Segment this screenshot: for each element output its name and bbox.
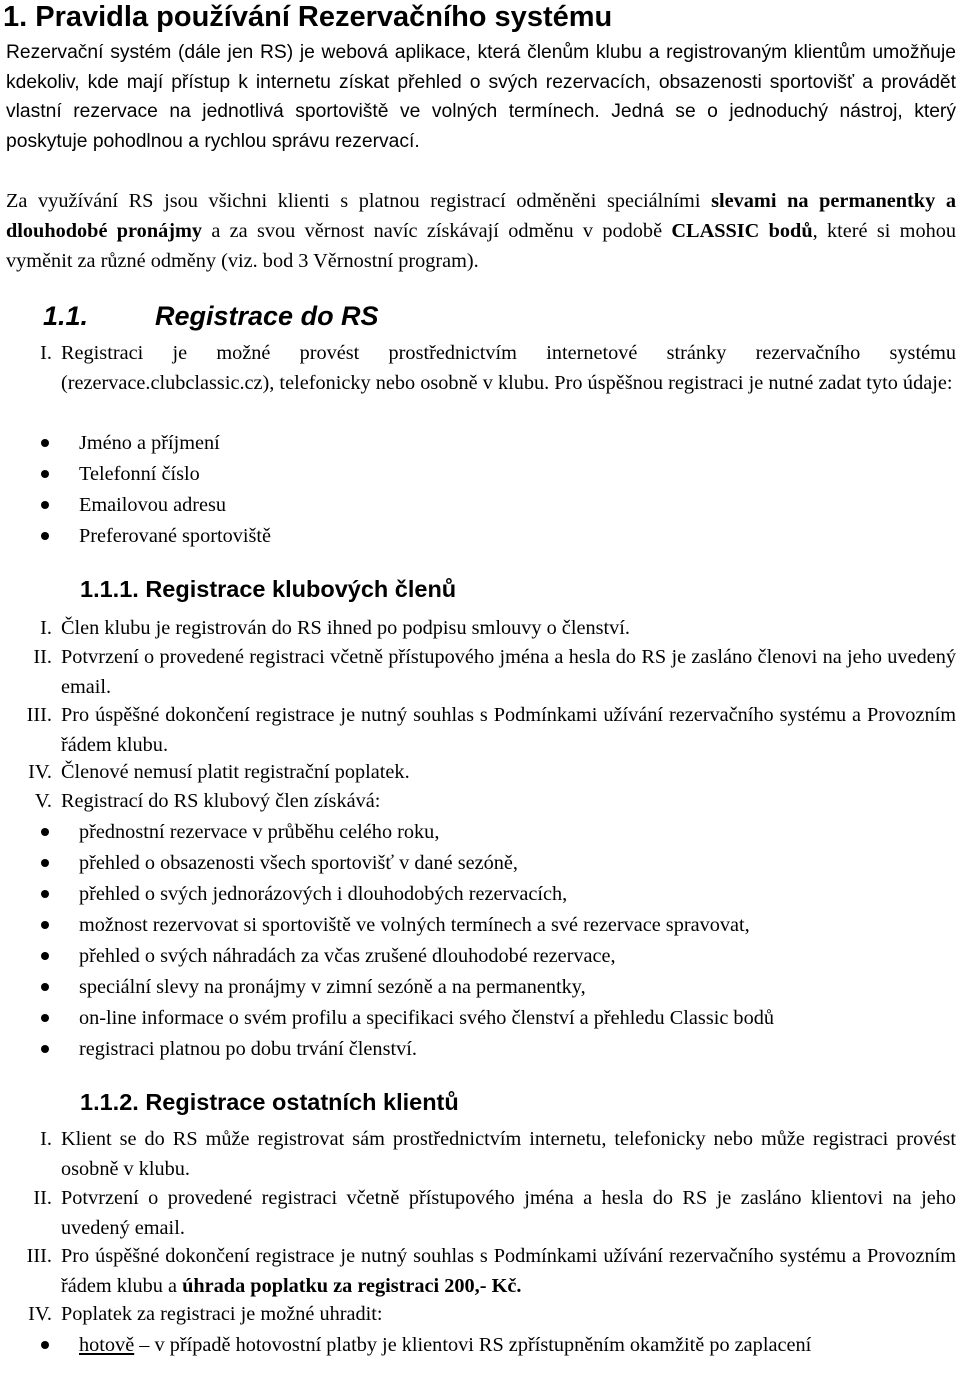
list-item-text: přehled o svých jednorázových i dlouhodobých rezervacích, [79,883,568,905]
bullet-icon [41,439,49,447]
item-text: Členové nemusí platit registrační poplatek. [61,761,410,783]
benefits-bold-2: CLASSIC bodů [671,220,813,242]
benefits-text-3: , které si mohou vyměnit za různé odměny (viz. bod 3 Věrnostní program). [6,220,957,272]
list-item [0,1125,956,1184]
bullet-icon [41,1341,49,1349]
benefits-text-2: a za svou věrnost navíc získávají odměnu v podobě [202,220,672,242]
list-item [0,848,956,879]
list-item [0,910,956,941]
list-item [0,1300,956,1330]
item-text: Klient se do RS může registrovat sám prostřednictvím internetu, telefonicky nebo může registraci provést osobně v klubu. [61,1128,956,1180]
item-number: IV. [28,761,52,783]
bullet-icon [41,470,49,478]
bullet-icon [41,1045,49,1053]
list-item [0,459,956,490]
list-item [0,817,956,848]
list-item [0,758,956,788]
item-number: III. [26,704,52,726]
list-item-text: registraci platnou po dobu trvání členství. [79,1038,417,1060]
section-1-heading: 1. Pravidla používání Rezervačního systému [3,1,613,33]
list-item [0,1184,956,1243]
payment-cash-description: – v případě hotovostní platby je klientovi RS zpřístupněním okamžitě po zaplacení [134,1334,812,1356]
list-item [0,643,956,702]
benefits-paragraph [6,186,956,276]
bullet-icon [41,952,49,960]
bullet-icon [41,921,49,929]
list-item [0,614,956,644]
list-item-text: Telefonní číslo [79,463,200,485]
section-1-1-2-heading: 1.1.2. Registrace ostatních klientů [80,1089,459,1115]
item-text: Člen klubu je registrován do RS ihned po podpisu smlouvy o členství. [61,617,630,639]
benefits-bold-1: slevami na permanentky a dlouhodobé pronájmy [6,190,956,242]
benefits-text-1: Za využívání RS jsou všichni klienti s platnou registrací odměněni speciálními [6,190,712,212]
item-text-tail: . [516,1274,522,1297]
item-text: Pro úspěšné dokončení registrace je nutný souhlas s Podmínkami užívání rezervačního systému a Provozním řádem klubu. [61,704,956,756]
list-item [0,941,956,972]
item-number: I. [40,1128,52,1150]
list-item-text: Preferované sportoviště [79,525,272,547]
section-1-1-1-heading: 1.1.1. Registrace klubových členů [80,576,457,602]
list-item [0,1242,956,1301]
item-text-part: Pro úspěšné dokončení registrace je nutný souhlas s Podmínkami užívání rezervačního systému a Provozním řádem klubu a [61,1245,956,1297]
list-item [0,1330,956,1388]
list-item-text [79,1330,952,1360]
bullet-icon [41,501,49,509]
list-item-text: on-line informace o svém profilu a specifikaci svého členství a přehledu Classic bodů [79,1007,774,1029]
bullet-icon [41,983,49,991]
bullet-icon [41,1014,49,1022]
section-1-1-number: 1.1. [43,301,89,331]
payment-cash-term: hotově [79,1334,135,1356]
list-item [0,428,956,459]
list-item [0,879,956,910]
item-text: Potvrzení o provedené registraci včetně přístupového jména a hesla do RS je zasláno klientovi na jeho uvedený email. [61,1187,956,1239]
registration-item [0,339,956,434]
bullet-icon [41,828,49,836]
list-item-text: přehled o svých náhradách za včas zrušené dlouhodobé rezervace, [79,945,616,967]
list-item-text: možnost rezervovat si sportoviště ve volných termínech a své rezervace spravovat, [79,914,750,936]
item-number: III. [26,1245,52,1267]
section-1-1-title: Registrace do RS [155,301,379,331]
item-number: II. [33,646,52,668]
item-number: V. [34,790,52,812]
item-number: I. [40,617,52,639]
list-item-text: přehled o obsazenosti všech sportovišť v dané sezóně, [79,852,518,874]
list-item [0,701,956,760]
list-item [0,521,956,552]
bullet-icon [41,532,49,540]
list-item [0,972,956,1003]
intro-paragraph: Rezervační systém (dále jen RS) je webová aplikace, která členům klubu a registrovaným klientům umožňuje kdekoliv, kde mají přístup k internetu získat přehled o svých rezervacích, obsazenosti sportovišť a provádět vlastní rezervace na jednotlivá sportoviště ve volných termínech. Jedná se o jednoduchý nástroj, který poskytuje pohodlnou a rychlou správu rezervací. [6,42,956,152]
bullet-icon [41,890,49,898]
item-text [61,1242,956,1301]
item-text: Potvrzení o provedené registraci včetně přístupového jména a hesla do RS je zasláno členovi na jeho uvedený email. [61,646,956,698]
item-number: IV. [28,1303,52,1325]
list-item [0,1003,956,1034]
list-item [0,787,956,817]
item-text: Registraci je možné provést prostřednictvím internetové stránky rezervačního systému (rezervace.clubclassic.cz), telefonicky nebo osobně v klubu. Pro úspěšnou registraci je nutné zadat tyto údaje: [61,342,956,394]
section-1-1-heading [43,299,379,333]
registration-fee: úhrada poplatku za registraci 200,- Kč [182,1274,517,1297]
list-item [0,490,956,521]
item-number: I. [40,342,52,364]
bullet-icon [41,859,49,867]
list-item-text: přednostní rezervace v průběhu celého roku, [79,821,440,843]
item-text: Registrací do RS klubový člen získává: [61,790,381,812]
list-item-text: speciální slevy na pronájmy v zimní sezóně a na permanentky, [79,976,586,998]
list-item [0,1034,956,1065]
item-number: II. [33,1187,52,1209]
list-item-text: Emailovou adresu [79,494,226,516]
list-item-text: Jméno a příjmení [79,432,220,454]
item-text: Poplatek za registraci je možné uhradit: [61,1303,383,1325]
